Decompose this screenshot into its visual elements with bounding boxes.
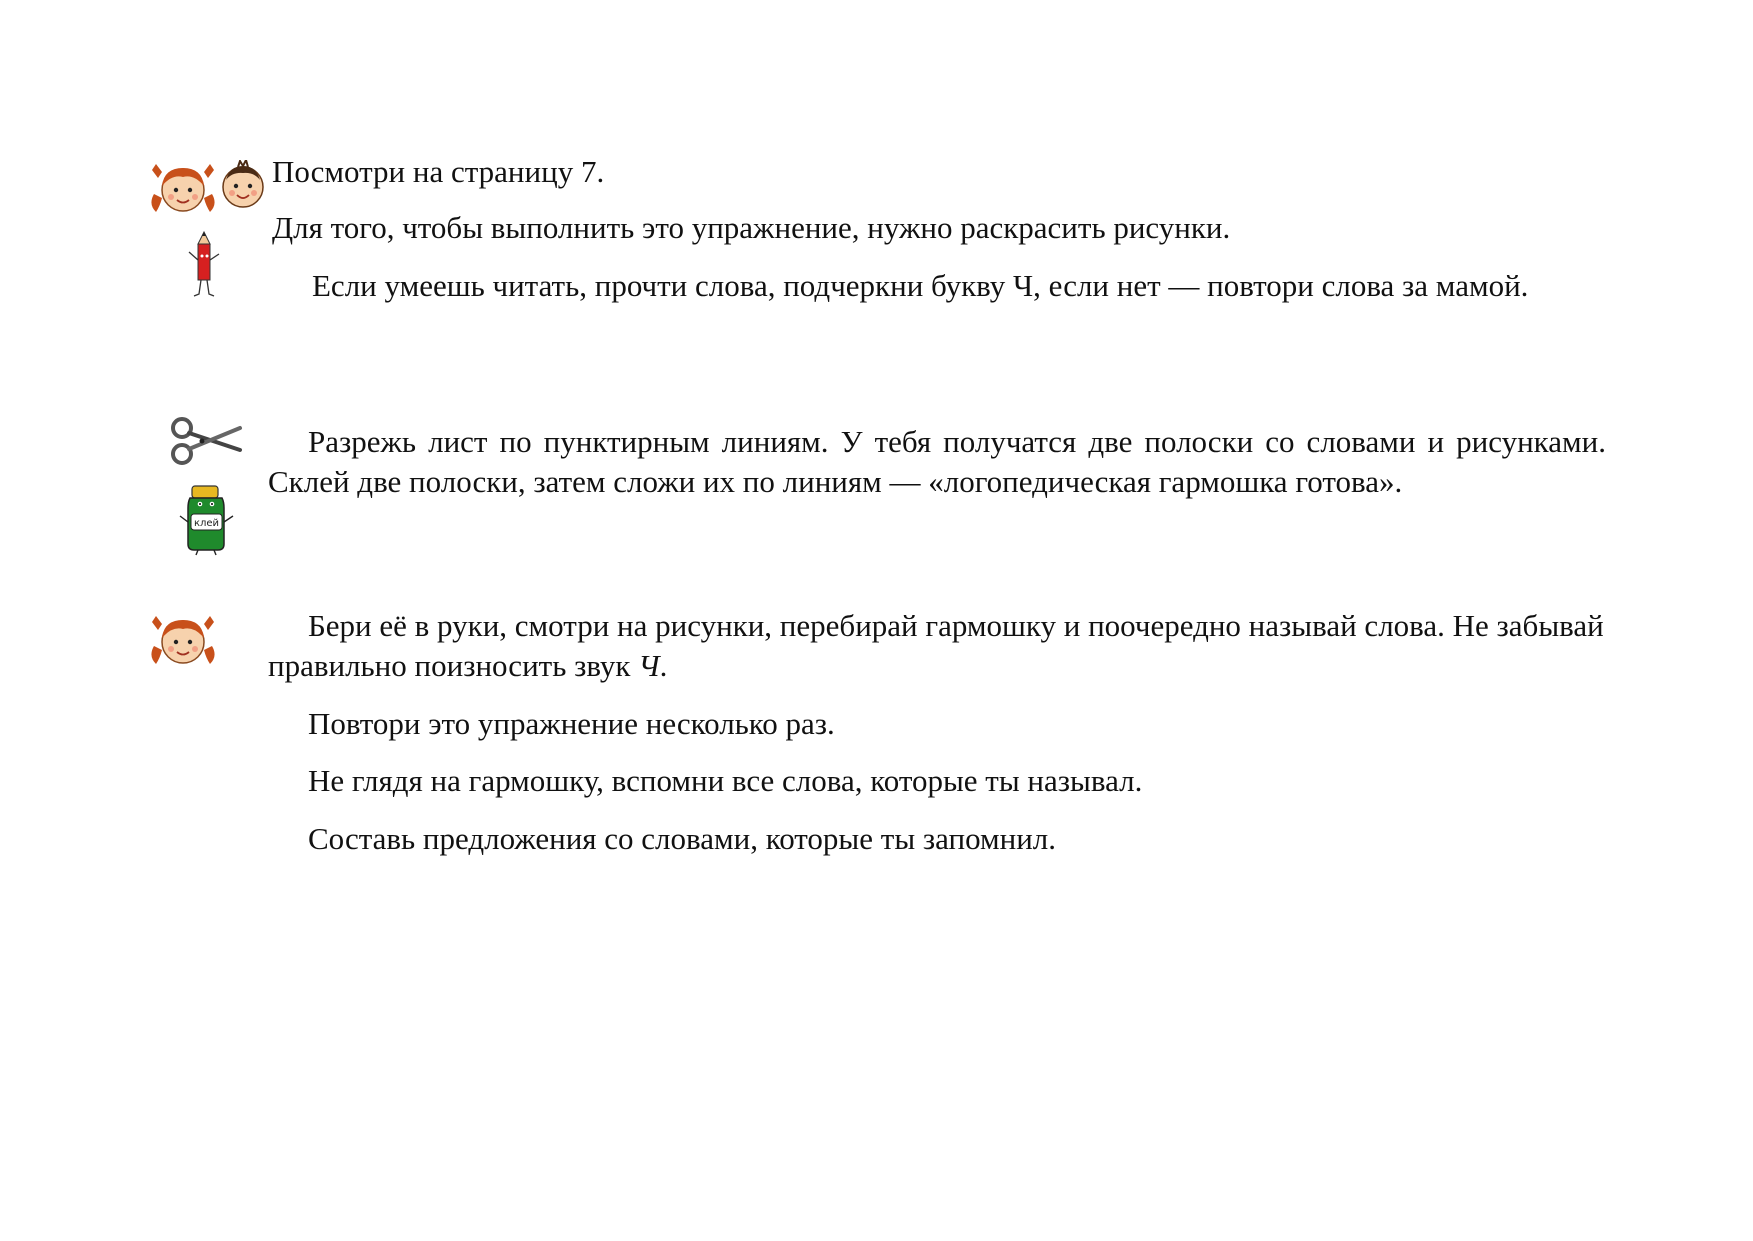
glue-label: клей [193,518,220,529]
girl-face-icon [150,612,216,667]
girl-face-icon [150,160,216,215]
instruction-name-words-end: . [659,648,668,683]
sound-letter: Ч [638,648,660,683]
scissors-icon [168,416,244,466]
instruction-cut-and-glue: Разрежь лист по пунктирным линиям. У тебя получатся две полоски со словами и рисунками. Склей две полоски, затем сложи их по линиям — «логопедическая гармошка готова». [268,424,1606,499]
glue-jar-icon [176,482,238,556]
instruction-name-words-text: Бери её в руки, смотри на рисунки, перебирай гармошку и поочередно называй слова. Не забывай правильно поизносить звук [268,608,1604,683]
instruction-recall-words: Не глядя на гармошку, вспомни все слова, которые ты называл. [308,763,1143,798]
pencil-icon [184,230,224,300]
instruction-name-words [268,606,1608,686]
instruction-look-page: Посмотри на страницу 7. [272,154,605,189]
instruction-read-words: Если умеешь читать, прочти слова, подчеркни букву Ч, если нет — повтори слова за мамой. [312,268,1529,303]
instruction-make-sentences: Составь предложения со словами, которые ты запомнил. [308,821,1057,856]
instruction-color-pictures: Для того, чтобы выполнить это упражнение, нужно раскрасить рисунки. [272,210,1231,245]
instruction-repeat: Повтори это упражнение несколько раз. [308,706,835,741]
boy-face-icon [218,160,268,210]
